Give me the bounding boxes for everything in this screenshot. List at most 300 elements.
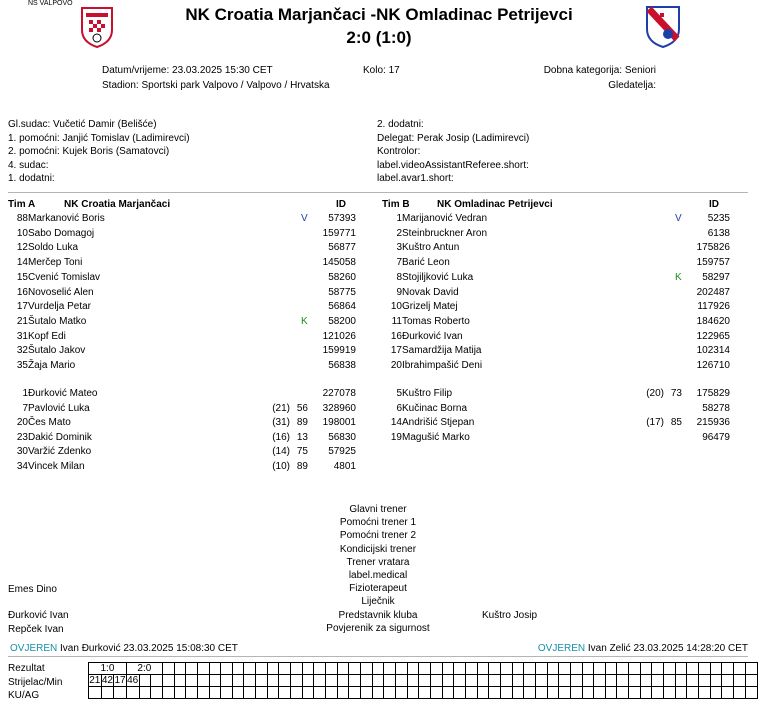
result-grid-cell: [314, 675, 326, 687]
result-grid-cell: [547, 675, 559, 687]
verify-left: [10, 643, 238, 654]
result-grid-cell: [349, 663, 361, 675]
result-grid-cell: [640, 687, 652, 699]
divider: [8, 192, 748, 193]
score-cell: 2:0: [126, 663, 162, 675]
result-grid-cell: [174, 687, 186, 699]
player-number: 34: [16, 461, 28, 472]
official-line: 1. dodatni:: [8, 173, 55, 184]
player-name: Vurdelja Petar: [28, 301, 91, 313]
result-grid-cell: [734, 675, 746, 687]
team-a-security: Repček Ivan: [8, 624, 64, 635]
result-grid-cell: [162, 663, 174, 675]
player-row: [382, 286, 734, 300]
result-grid-cell: [372, 687, 384, 699]
result-grid-cell: [209, 687, 221, 699]
result-grid-cell: [256, 663, 268, 675]
result-grid-cell: [454, 675, 466, 687]
result-grid-cell: [687, 675, 699, 687]
result-grid-row: [89, 675, 758, 687]
result-grid-row: [89, 687, 758, 699]
player-id: 117926: [697, 301, 730, 313]
player-name: Đurković Mateo: [28, 388, 98, 399]
player-row: [8, 315, 360, 329]
result-grid-cell: [302, 687, 314, 699]
team-b-representative: Kuštro Josip: [482, 610, 538, 621]
team-b-label: Tim B: [382, 199, 410, 210]
player-id: 175826: [696, 242, 730, 254]
result-grid-cell: [291, 663, 303, 675]
scorer-minute-cell: 42: [101, 675, 113, 686]
player-row: [382, 212, 734, 226]
result-grid-cell: [279, 675, 291, 687]
official-line: 2. dodatni:: [377, 119, 424, 130]
result-grid-cell: [570, 687, 582, 699]
sub-replaced: (31): [272, 417, 290, 429]
player-id: 56838: [328, 360, 356, 371]
result-grid-cell: [745, 663, 757, 675]
result-grid-cell: [186, 675, 198, 687]
result-grid-cell: [442, 663, 454, 675]
player-name: Novoselić Alen: [28, 286, 94, 298]
result-grid-cell: [361, 687, 373, 699]
result-grid-cell: [745, 687, 757, 699]
player-id: 328960: [322, 402, 356, 414]
player-id: 5235: [707, 213, 730, 224]
result-grid-cell: [384, 687, 396, 699]
result-grid-cell: [722, 663, 734, 675]
result-grid-cell: [547, 687, 559, 699]
sub-row: [8, 431, 360, 445]
player-number: 14: [390, 417, 402, 429]
player-id: 57393: [328, 213, 356, 224]
player-name: Ibrahimpašić Deni: [402, 360, 483, 371]
result-grid-cell: [337, 675, 349, 687]
staff-role: Glavni trener: [349, 504, 407, 515]
player-name: Markanović Boris: [28, 213, 105, 224]
sub-minute: 13: [296, 431, 308, 443]
player-id: 202487: [696, 286, 730, 298]
verify-right-label: OVJEREN: [537, 643, 586, 654]
player-number: 30: [16, 446, 28, 458]
result-grid-cell: [101, 687, 114, 699]
result-grid-cell: [710, 675, 722, 687]
player-id: 159771: [322, 227, 356, 239]
player-name: Marijanović Vedran: [402, 213, 488, 224]
staff-role: Pomoćni trener 1: [339, 517, 417, 529]
result-grid-cell: [209, 663, 221, 675]
result-grid-cell: [582, 663, 594, 675]
result-grid-cell: [430, 687, 442, 699]
team-b-name: NK Omladinac Petrijevci: [437, 199, 553, 210]
captain-flag: K: [301, 315, 308, 327]
result-grid-cell: [465, 687, 477, 699]
result-grid-cell: [594, 687, 606, 699]
sub-row: [8, 402, 360, 416]
player-name: Šutalo Jakov: [28, 345, 86, 357]
player-name: Varžić Zdenko: [28, 446, 92, 458]
result-grid-cell: [687, 687, 699, 699]
staff-role: Pomoćni trener 2: [339, 530, 417, 542]
result-grid-row: [89, 663, 758, 675]
player-name: Vincek Milan: [28, 461, 85, 472]
verify-right-text: Ivan Zelić 23.03.2025 14:28:20 CET: [587, 643, 748, 654]
result-grid-cell: [232, 663, 244, 675]
result-grid-cell: [349, 675, 361, 687]
player-name: Barić Leon: [402, 257, 450, 269]
player-id: 58260: [328, 271, 356, 283]
scorer-minute-cell: 46: [127, 675, 139, 686]
result-grid-cell: [734, 687, 746, 699]
result-grid-cell: [640, 675, 652, 687]
player-number: 20: [390, 360, 402, 371]
result-grid-cell: [326, 663, 338, 675]
result-grid-cell: [361, 663, 373, 675]
verify-left-text: Ivan Đurković 23.03.2025 15:08:30 CET: [60, 643, 238, 654]
result-grid-cell: [267, 687, 279, 699]
result-grid-cell: [570, 675, 582, 687]
result-grid-cell: [454, 663, 466, 675]
player-name: Magušić Marko: [402, 431, 470, 443]
result-grid-cell: [197, 687, 209, 699]
player-id: 58200: [328, 315, 356, 327]
result-grid-cell: [605, 663, 617, 675]
result-grid-cell: [617, 675, 629, 687]
team-a-label: Tim A: [8, 199, 36, 210]
player-number: 11: [391, 315, 402, 327]
player-id: 159919: [322, 345, 356, 357]
player-id: 121026: [322, 330, 356, 342]
result-grid-cell: [512, 675, 524, 687]
player-name: Samardžija Matija: [402, 345, 482, 357]
result-grid-cell: [279, 687, 291, 699]
club-label: NS VALPOVO: [28, 0, 73, 7]
player-number: 16: [16, 286, 28, 298]
result-grid-cell: [675, 675, 687, 687]
player-row: [382, 330, 734, 344]
result-grid-cell: [291, 687, 303, 699]
result-grid-cell: [699, 675, 711, 687]
staff-role: Trener vratara: [346, 556, 410, 568]
verify-right: [538, 643, 748, 654]
result-grid-cell: [186, 663, 198, 675]
sub-minute: 75: [296, 446, 308, 458]
player-id: 56877: [328, 242, 356, 254]
result-grid-cell: [256, 675, 268, 687]
result-grid-cell: [652, 675, 664, 687]
player-name: Kopf Edi: [28, 330, 66, 342]
player-id: 6138: [707, 227, 730, 239]
result-grid-cell: [267, 663, 279, 675]
result-grid-cell: [535, 675, 547, 687]
player-row: [8, 271, 360, 285]
player-row: [8, 256, 360, 270]
player-name: Merčep Toni: [28, 257, 83, 269]
result-grid-cell: [221, 687, 233, 699]
player-name: Steinbruckner Aron: [402, 227, 488, 239]
player-row: [382, 227, 734, 241]
result-grid-cell: [710, 663, 722, 675]
result-grid-cell: [477, 663, 489, 675]
player-row: [8, 286, 360, 300]
player-number: 1: [396, 213, 402, 224]
result-grid-cell: [524, 663, 536, 675]
player-name: Novak David: [402, 286, 459, 298]
match-score: 2:0 (1:0): [346, 28, 412, 47]
player-name: Tomas Roberto: [402, 315, 470, 327]
sub-row: [8, 460, 360, 474]
sub-row: [382, 431, 734, 445]
result-grid-cell: [337, 663, 349, 675]
result-grid-cell: [302, 675, 314, 687]
player-row: [8, 344, 360, 358]
player-row: [382, 344, 734, 358]
result-grid-cell: [244, 675, 256, 687]
player-id: 126710: [696, 360, 730, 371]
result-grid: [88, 662, 758, 699]
sub-minute: 89: [296, 461, 308, 472]
result-grid-cell: [326, 687, 338, 699]
result-grid-cell: [652, 687, 664, 699]
result-grid-cell: [699, 663, 711, 675]
result-grid-cell: [126, 687, 139, 699]
result-grid-cell: [617, 663, 629, 675]
result-grid-cell: [407, 675, 419, 687]
result-grid-cell: [640, 663, 652, 675]
result-grid-cell: [524, 675, 536, 687]
result-grid-cell: [722, 687, 734, 699]
player-number: 16: [390, 330, 402, 342]
result-grid-cell: [396, 675, 408, 687]
player-number: 35: [16, 360, 28, 371]
sub-row: [382, 387, 734, 401]
result-label: Rezultat: [8, 663, 45, 674]
staff-role: Liječnik: [361, 596, 395, 608]
result-grid-cell: [664, 687, 676, 699]
player-id: 56864: [328, 301, 356, 313]
result-grid-cell: [407, 687, 419, 699]
player-number: 10: [16, 227, 28, 239]
result-grid-cell: [559, 663, 571, 675]
player-number: 3: [396, 242, 402, 254]
player-number: 2: [396, 227, 402, 239]
result-grid-cell: [279, 663, 291, 675]
player-id: 145058: [322, 257, 356, 269]
result-grid-cell: [302, 663, 314, 675]
result-grid-cell: [477, 675, 489, 687]
result-grid-cell: [267, 675, 279, 687]
result-grid-cell: [349, 687, 361, 699]
player-number: 19: [390, 431, 402, 443]
result-grid-cell: [396, 687, 408, 699]
sub-replaced: (17): [646, 417, 664, 429]
goalkeeper-flag: V: [301, 213, 308, 224]
player-number: 12: [16, 242, 28, 254]
player-row: [8, 212, 360, 226]
player-number: 15: [16, 271, 28, 283]
result-grid-cell: [151, 687, 163, 699]
scorer-label: Strijelac/Min: [8, 677, 63, 688]
official-line: 2. pomoćni: Kujek Boris (Samatovci): [8, 146, 170, 157]
player-name: Andrišić Stjepan: [402, 417, 475, 429]
result-grid-cell: [291, 675, 303, 687]
player-row: [8, 330, 360, 344]
result-grid-cell: [337, 687, 349, 699]
spectators: Gledatelja:: [608, 80, 656, 91]
result-grid-cell: [314, 663, 326, 675]
player-id: 184620: [696, 315, 730, 327]
team-b-id-header: ID: [709, 199, 719, 210]
result-grid-cell: [745, 675, 757, 687]
staff-role: Kondicijski trener: [339, 543, 417, 555]
result-grid-cell: [89, 687, 102, 699]
match-datetime: Datum/vrijeme: 23.03.2025 15:30 CET: [102, 65, 273, 76]
player-number: 1: [22, 388, 28, 399]
result-grid-cell: [512, 687, 524, 699]
result-grid-cell: [162, 687, 174, 699]
player-name: Čes Mato: [28, 417, 71, 429]
player-id: 159757: [696, 257, 730, 269]
player-number: 88: [16, 213, 28, 224]
result-grid-cell: [419, 687, 431, 699]
result-grid-cell: [419, 663, 431, 675]
goalkeeper-flag: V: [675, 213, 682, 224]
result-grid-cell: [687, 663, 699, 675]
player-number: 8: [396, 271, 402, 283]
result-grid-cell: [605, 687, 617, 699]
player-number: 17: [390, 345, 402, 357]
result-grid-cell: [221, 675, 233, 687]
result-grid-cell: [535, 687, 547, 699]
sub-row: [8, 416, 360, 430]
result-grid-cell: [594, 663, 606, 675]
player-id: 175829: [696, 388, 730, 399]
team-a-id-header: ID: [336, 199, 346, 210]
official-line: Gl.sudac: Vučetić Damir (Belišće): [8, 119, 157, 130]
result-grid-cell: [419, 675, 431, 687]
result-grid-cell: [396, 663, 408, 675]
result-grid-cell: [314, 687, 326, 699]
staff-role: label.medical: [348, 570, 408, 581]
result-grid-cell: [197, 663, 209, 675]
player-row: [8, 227, 360, 241]
result-grid-cell: [570, 663, 582, 675]
sub-minute: 73: [670, 388, 682, 399]
result-grid-cell: [524, 687, 536, 699]
sub-row: [8, 445, 360, 459]
result-grid-cell: [489, 675, 501, 687]
player-name: Cvenić Tomislav: [28, 271, 101, 283]
result-grid-cell: [547, 663, 559, 675]
result-grid-cell: [186, 687, 198, 699]
player-row: [8, 241, 360, 255]
result-grid-cell: [326, 675, 338, 687]
sub-replaced: (10): [272, 461, 290, 472]
player-number: 10: [390, 301, 402, 313]
player-name: Sabo Domagoj: [28, 227, 95, 239]
player-name: Žaja Mario: [28, 360, 76, 371]
player-id: 56830: [328, 431, 356, 443]
result-grid-cell: [209, 675, 221, 687]
sub-replaced: (16): [272, 431, 290, 443]
result-grid-cell: [454, 687, 466, 699]
result-grid-cell: [430, 663, 442, 675]
player-id: 215936: [696, 417, 730, 429]
result-grid-cell: [114, 687, 127, 699]
score-cell: 1:0: [89, 663, 127, 675]
player-number: 7: [396, 257, 402, 269]
player-number: 6: [396, 402, 402, 414]
player-row: [8, 300, 360, 314]
team-a-name: NK Croatia Marjančaci: [64, 199, 171, 210]
player-number: 17: [16, 301, 28, 313]
result-grid-cell: [256, 687, 268, 699]
result-grid-cell: [617, 687, 629, 699]
result-grid-cell: [174, 663, 186, 675]
result-grid-cell: [664, 675, 676, 687]
player-name: Šutalo Matko: [28, 315, 87, 327]
match-venue: Stadion: Sportski park Valpovo / Valpovo / Hrvatska: [102, 80, 330, 91]
team-a-physio: Emes Dino: [8, 584, 57, 595]
divider: [8, 656, 748, 657]
sub-minute: 85: [670, 417, 682, 429]
official-line: 1. pomoćni: Janjić Tomislav (Ladimirevci): [8, 132, 190, 144]
result-grid-cell: [151, 675, 163, 687]
player-number: 5: [396, 388, 402, 399]
result-grid-cell: [629, 675, 641, 687]
result-grid-cell: [512, 663, 524, 675]
result-grid-cell: [139, 675, 151, 687]
sub-replaced: (14): [272, 446, 290, 458]
player-row: [382, 300, 734, 314]
player-name: Kuštro Filip: [402, 388, 453, 399]
result-grid-cell: [582, 675, 594, 687]
result-grid-cell: [500, 663, 512, 675]
player-number: 32: [16, 345, 28, 357]
result-grid-cell: [675, 687, 687, 699]
sub-minute: 56: [296, 402, 308, 414]
match-round: Kolo: 17: [363, 65, 400, 76]
player-number: 20: [16, 417, 28, 429]
result-grid-cell: [162, 675, 174, 687]
player-id: 96479: [702, 431, 730, 443]
player-number: 7: [22, 402, 28, 414]
result-grid-cell: [232, 687, 244, 699]
result-grid-cell: [232, 675, 244, 687]
result-grid-cell: [384, 675, 396, 687]
result-grid-cell: [442, 675, 454, 687]
result-grid-cell: [559, 687, 571, 699]
result-grid-cell: [734, 663, 746, 675]
player-number: 31: [16, 330, 28, 342]
result-grid-cell: [535, 663, 547, 675]
result-grid-cell: [465, 675, 477, 687]
player-name: Stojiljković Luka: [402, 271, 474, 283]
result-grid-cell: [652, 663, 664, 675]
result-grid-cell: [675, 663, 687, 675]
result-grid-cell: [629, 663, 641, 675]
verify-left-label: OVJEREN: [10, 643, 58, 654]
player-id: 58297: [702, 271, 730, 283]
player-row: [382, 241, 734, 255]
official-line: Delegat: Perak Josip (Ladimirevci): [377, 132, 530, 144]
player-id: 198001: [322, 417, 356, 429]
result-grid-cell: [629, 687, 641, 699]
player-id: 4801: [333, 461, 356, 472]
sub-replaced: (21): [272, 402, 290, 414]
player-number: 14: [16, 257, 28, 269]
result-grid-cell: [489, 687, 501, 699]
